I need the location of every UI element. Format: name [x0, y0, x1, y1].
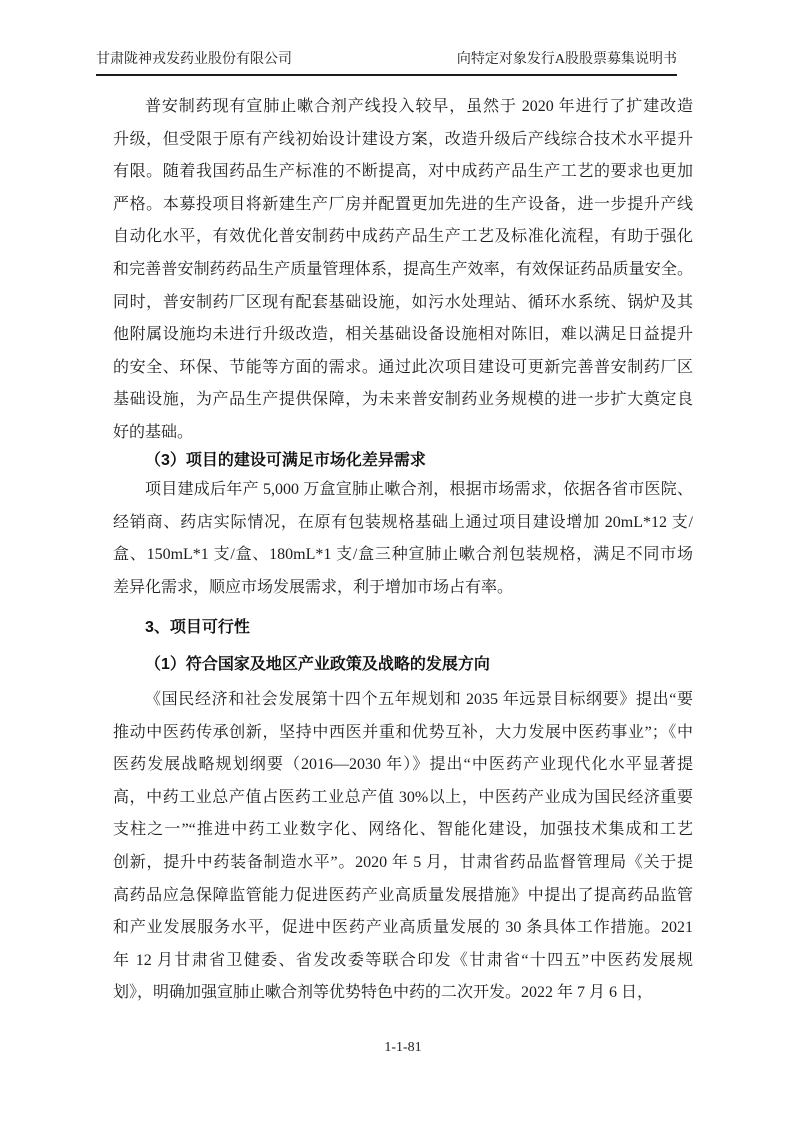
page-footer — [113, 1039, 693, 1057]
page-number: 1-1-81 — [384, 1040, 422, 1055]
paragraph — [113, 474, 693, 604]
text-line: 医药发展战略规划纲要（2016—2030 年）》提出“中医药产业现代化水平显著提 — [113, 756, 693, 774]
text-line: 和完善普安制药药品生产质量管理体系，提高生产效率，有效保证药品质量安全。 — [113, 260, 693, 278]
text-line: 经销商、药店实际情况，在原有包装规格基础上通过项目建设增加 20mL*12 支/ — [113, 513, 693, 531]
text-line: 严格。本募投项目将新建生产厂房并配置更加先进的生产设备，进一步提升产线 — [113, 195, 693, 213]
text-line: 的安全、环保、节能等方面的需求。通过此次项目建设可更新完善普安制药厂区 — [113, 358, 693, 376]
text-line: 差异化需求，顺应市场发展需求，利于增加市场占有率。 — [113, 578, 514, 596]
text-line: 他附属设施均未进行升级改造，相关基础设备设施相对陈旧，难以满足日益提升 — [113, 326, 693, 344]
header-divider — [96, 74, 677, 76]
header-doc-title: 向特定对象发行A股股票募集说明书 — [456, 52, 677, 67]
text-line: 和产业发展服务水平，促进中医药产业高质量发展的 30 条具体工作措施。2021 — [113, 919, 693, 937]
section-heading: （3）项目的建设可满足市场化差异需求 — [145, 452, 426, 469]
section-heading: 3、项目可行性 — [145, 619, 250, 636]
text-line: 高药品应急保障监管能力促进医药产业高质量发展措施》中提出了提高药品监管 — [113, 886, 693, 904]
text-line: 高，中药工业总产值占医药工业总产值 30%以上，中医药产业成为国民经济重要 — [113, 788, 693, 806]
text-line: 自动化水平，有效优化普安制药中成药产品生产工艺及标准化流程，有助于强化 — [113, 228, 693, 246]
text-line: 好的基础。 — [113, 423, 194, 441]
text-line: 盒、150mL*1 支/盒、180mL*1 支/盒三种宣肺止嗽合剂包装规格，满足不同市场 — [113, 546, 693, 564]
text-line: 项目建成后年产 5,000 万盒宣肺止嗽合剂，根据市场需求，依据各省市医院、 — [145, 481, 693, 498]
text-line: 普安制药现有宣肺止嗽合剂产线投入较早，虽然于 2020 年进行了扩建改造 — [145, 98, 693, 115]
paragraph — [113, 684, 693, 1010]
text-line: 《国民经济和社会发展第十四个五年规划和 2035 年远景目标纲要》提出“要 — [145, 691, 693, 708]
text-line: 基础设施，为产品生产提供保障，为未来普安制药业务规模的进一步扩大奠定良 — [113, 391, 693, 409]
text-line: 推动中医药传承创新，坚持中西医并重和优势互补，大力发展中医药事业”；《中 — [113, 723, 693, 741]
text-line: 升级，但受限于原有产线初始设计建设方案，改造升级后产线综合技术水平提升 — [113, 130, 693, 148]
text-line: 年 12 月甘肃省卫健委、省发改委等联合印发《甘肃省“十四五”中医药发展规 — [113, 951, 693, 969]
paragraph — [113, 91, 693, 450]
text-line: 划》，明确加强宣肺止嗽合剂等优势特色中药的二次开发。2022 年 7 月 6 日， — [113, 984, 654, 1002]
page-header — [96, 50, 677, 70]
text-line: 同时，普安制药厂区现有配套基础设施，如污水处理站、循环水系统、锅炉及其 — [113, 293, 693, 311]
section-heading: （1）符合国家及地区产业政策及战略的发展方向 — [145, 656, 490, 673]
text-line: 支柱之一”“推进中药工业数字化、网络化、智能化建设，加强技术集成和工艺 — [113, 821, 693, 839]
text-line: 有限。随着我国药品生产标准的不断提高，对中成药产品生产工艺的要求也更加 — [113, 163, 693, 181]
header-company-name: 甘肃陇神戎发药业股份有限公司 — [96, 52, 292, 67]
text-line: 创新，提升中药装备制造水平”。2020 年 5 月，甘肃省药品监督管理局《关于提 — [113, 853, 693, 871]
